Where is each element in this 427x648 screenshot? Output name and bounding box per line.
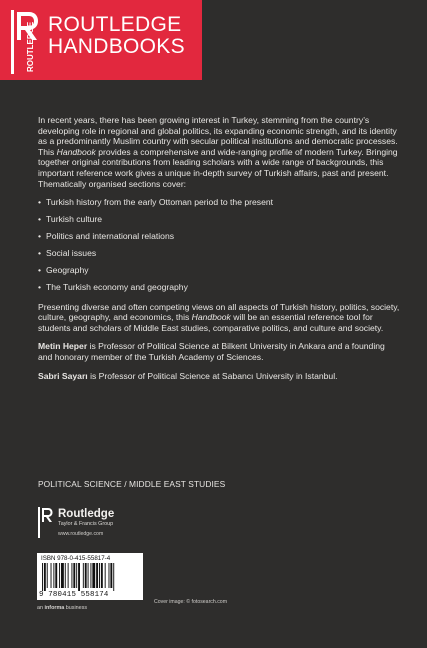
informa-brand: informa <box>44 605 65 611</box>
description-paragraph-1: In recent years, there has been growing interest in Turkey, stemming from the country’s developing role in regional and global politics, its expanding economic strength, and its identity as a predominantly Muslim country with secular political institutions and democratic processes. This Handbook provides a comprehensive and wide-ranging profile of modern Turkey. Bringing together original contributions from leading scholars with a wide range of backgrounds, this important reference work gives a unique in-depth survey of Turkish affairs, past and present. Thematically organised sections cover: <box>38 115 398 189</box>
author-bio-1: Metin Heper is Professor of Political Science at Bilkent University in Ankara and a founding and honorary member of the Turkish Academy of Sciences. <box>38 341 385 363</box>
list-item: • Turkish culture <box>38 214 400 225</box>
isbn-label: ISBN 978-0-415-55817-4 <box>41 555 111 562</box>
isbn-barcode <box>37 553 143 600</box>
list-item: • Social issues <box>38 248 400 259</box>
publisher-logo <box>38 507 168 539</box>
routledge-logo-icon <box>11 10 39 74</box>
series-title-line2: HANDBOOKS <box>48 35 185 58</box>
informa-business-line: an informa business <box>37 605 88 611</box>
barcode-digits: 9 780415 558174 <box>39 591 109 599</box>
series-title-line1: ROUTLEDGE <box>48 13 182 36</box>
back-cover-description <box>38 115 400 389</box>
publisher-name: Routledge <box>58 508 115 520</box>
description-paragraph-2: Presenting diverse and often competing views on all aspects of Turkish history, politics, society, culture, geography, and economics, this Handbook will be an essential reference tool for students and scholars of Middle East studies, comparative politics, and culture and society. <box>38 301 400 333</box>
series-title <box>48 14 185 58</box>
list-item: • Politics and international relations <box>38 231 400 242</box>
list-item: • The Turkish economy and geography <box>38 282 400 293</box>
routledge-r-icon <box>38 507 53 538</box>
author-name: Sabri Sayarı <box>38 370 88 381</box>
list-item: • Geography <box>38 265 400 276</box>
author-bio-2: Sabri Sayarı is Professor of Political Science at Sabancı University in Istanbul. <box>38 370 338 381</box>
brand-vertical-word: ROUTLEDGE <box>26 21 35 72</box>
topics-list <box>38 197 400 293</box>
series-brand-block <box>0 0 202 80</box>
cover-image-credit: Cover image: © fotosearch.com <box>154 599 228 605</box>
list-item: • Turkish history from the early Ottoman period to the present <box>38 197 400 208</box>
subject-category: POLITICAL SCIENCE / MIDDLE EAST STUDIES <box>38 479 226 489</box>
author-name: Metin Heper <box>38 341 88 352</box>
publisher-url: www.routledge.com <box>58 531 104 537</box>
barcode-icon <box>41 563 139 591</box>
publisher-tagline: Taylor & Francis Group <box>58 521 114 527</box>
